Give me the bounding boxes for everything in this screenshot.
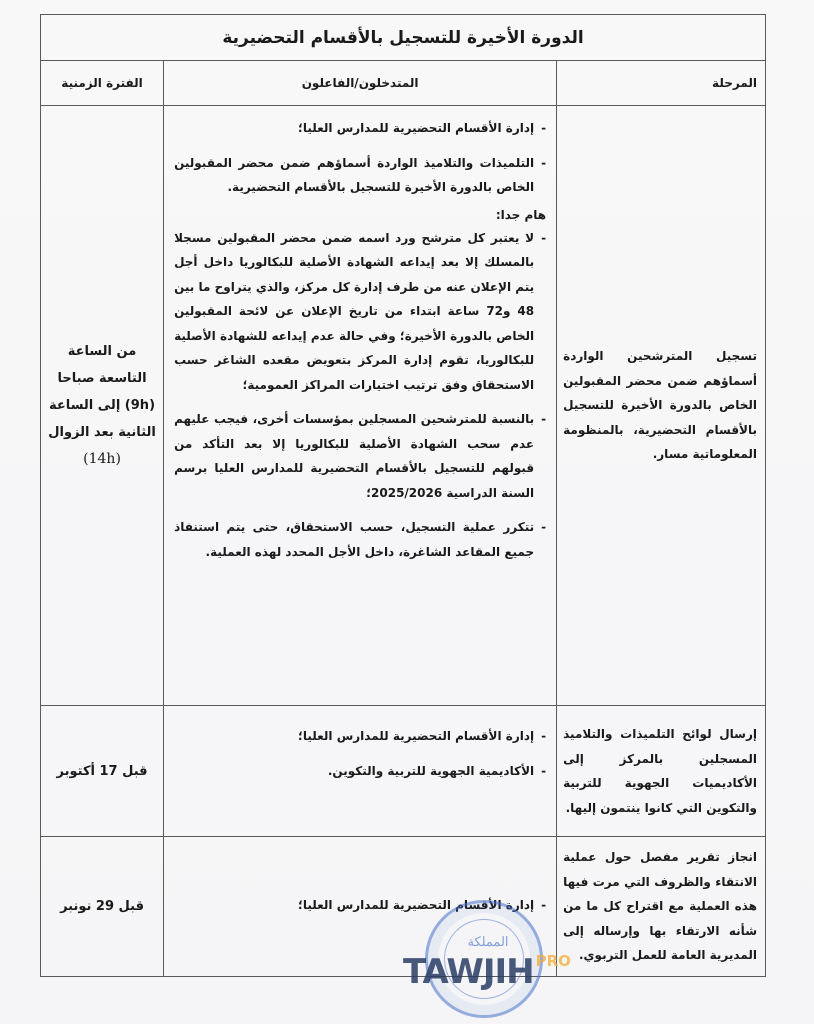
watermark-brand: TAWJIH	[403, 952, 534, 992]
stage-text: إرسال لوائح التلميذات والتلاميذ المسجلين بالمركز إلى الأكاديميات الجهوية للتربية والتكوين التي كانوا ينتمون إليها.	[563, 727, 757, 815]
time-line: (9h) إلى الساعة	[49, 398, 156, 413]
actor-item: - إدارة الأقسام التحضيرية للمدارس العليا؛	[174, 724, 546, 749]
actor-item: - إدارة الأقسام التحضيرية للمدارس العليا؛	[174, 893, 546, 918]
important-label: هام جدا:	[495, 207, 547, 222]
time-text	[41, 338, 163, 473]
stage-cell	[557, 706, 766, 837]
time-cell	[41, 837, 164, 977]
time-line: من الساعة	[67, 344, 137, 359]
table-row	[41, 106, 766, 706]
header-stage: المرحلة	[557, 61, 766, 106]
actor-item: - التلميذات والتلاميذ الواردة أسماؤهم ضمن محضر المقبولين الخاص بالدورة الأخيرة للتسجيل بالأقسام التحضيرية.	[174, 151, 546, 200]
title-row	[41, 15, 766, 61]
watermark-logo	[403, 952, 571, 992]
time-text: قبل 29 نونبر	[60, 899, 144, 914]
watermark-suffix: PRO	[535, 952, 571, 970]
schedule-table	[40, 14, 766, 977]
time-line: التاسعة صباحا	[57, 371, 147, 386]
actor-item: - الأكاديمية الجهوية للتربية والتكوين.	[174, 759, 546, 784]
note-item: - لا يعتبر كل مترشح ورد اسمه ضمن محضر المقبولين مسجلا بالمسلك إلا بعد إيداعه الشهادة الأصلية للبكالوريا داخل أجل يتم الإعلان عنه من طرف إدارة كل مركز، والذي يتراوح ما بين 48 و72 ساعة ابتداء من تاريخ الإعلان عن لائحة المقبولين الخاص بالدورة الأخيرة؛ وفي حالة عدم إيداعه للشهادة الأصلية للبكالوريا، تقوم إدارة المركز بتعويض مقعده الشاغر حسب الاستحقاق وفق ترتيب اختيارات المراكز العمومية؛	[174, 226, 546, 398]
header-row	[41, 61, 766, 106]
header-time: الفترة الزمنية	[41, 61, 164, 106]
table-row	[41, 706, 766, 837]
time-line: (14h)	[83, 451, 121, 467]
time-line: الثانية بعد الزوال	[48, 425, 156, 440]
stage-text: تسجيل المترشحين الواردة أسماؤهم ضمن محضر المقبولين الخاص بالدورة الأخيرة للتسجيل بالأقسام التحضيرية، بالمنظومة المعلوماتية مسار.	[563, 349, 757, 462]
header-actors: المتدخلون/الفاعلون	[164, 61, 557, 106]
note-item: - بالنسبة للمترشحين المسجلين بمؤسسات أخرى، فيجب عليهم عدم سحب الشهادة الأصلية للبكالوريا إلا بعد التأكد من قبولهم للتسجيل بالأقسام التحضيرية للمدارس العليا برسم السنة الدراسية 2025/2026؛	[174, 407, 546, 505]
table-title: الدورة الأخيرة للتسجيل بالأقسام التحضيرية	[41, 15, 766, 61]
time-cell	[41, 106, 164, 706]
time-text: قبل 17 أكتوبر	[56, 763, 148, 779]
stage-cell	[557, 106, 766, 706]
stage-text: انجاز تقرير مفصل حول عملية الانتقاء والظروف التي مرت فيها هذه العملية مع اقتراح كل ما من شأنه الارتقاء بها وإرساله إلى المديرية العامة للعمل التربوي.	[563, 850, 757, 963]
time-cell	[41, 706, 164, 837]
actors-cell	[164, 706, 557, 837]
stamp-text: المملكة	[467, 935, 509, 950]
actor-item: - إدارة الأقسام التحضيرية للمدارس العليا؛	[174, 116, 546, 141]
stage-cell	[557, 837, 766, 977]
actors-cell	[164, 106, 557, 706]
note-item: - تتكرر عملية التسجيل، حسب الاستحقاق، حتى يتم استنفاذ جميع المقاعد الشاغرة، داخل الأجل المحدد لهذه العملية.	[174, 515, 546, 564]
